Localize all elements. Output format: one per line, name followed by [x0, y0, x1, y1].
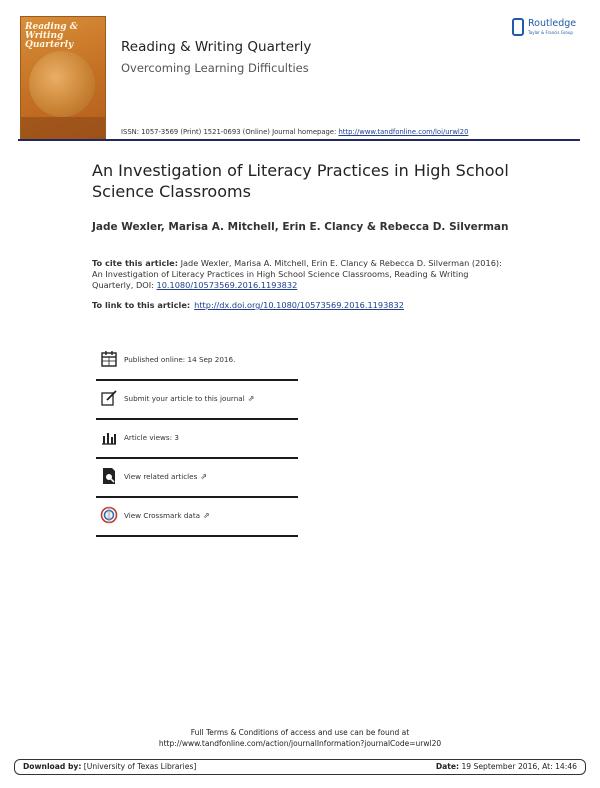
info-row-views [96, 420, 298, 459]
related-articles-link[interactable]: View related articles ⇗ [124, 472, 208, 481]
journal-homepage-link[interactable]: http://www.tandfonline.com/loi/urwl20 [338, 128, 469, 136]
cite-text: Jade Wexler, Marisa A. Mitchell, Erin E. Clancy & Rebecca D. Silverman (2016): An Investigation of Literacy Practices in High School Science Classrooms, Reading & Writing Quarterly, DOI: [92, 258, 502, 290]
external-link-icon: ⇗ [247, 394, 255, 403]
published-date: Published online: 14 Sep 2016. [124, 355, 236, 364]
external-link-icon: ⇗ [200, 472, 208, 481]
bar-chart-icon [100, 428, 118, 446]
publisher-name: Routledge [528, 18, 577, 29]
cite-doi-link[interactable]: 10.1080/10573569.2016.1193832 [156, 280, 298, 290]
terms-line-1: Full Terms & Conditions of access and use can be found at [190, 728, 410, 737]
link-label: To link to this article: [92, 300, 191, 310]
info-row-published [96, 342, 298, 381]
article-title: An Investigation of Literacy Practices in High School Science Classrooms [92, 161, 509, 201]
calendar-icon [100, 350, 118, 368]
download-date: Date: 19 September 2016, At: 14:46 [435, 762, 577, 771]
journal-subtitle: Overcoming Learning Difficulties [121, 61, 309, 75]
routledge-r-icon [512, 18, 524, 36]
info-row-submit[interactable] [96, 381, 298, 420]
article-authors: Jade Wexler, Marisa A. Mitchell, Erin E. Clancy & Rebecca D. Silverman [92, 221, 509, 233]
issn-line: ISSN: 1057-3569 (Print) 1521-0693 (Online) Journal homepage: http://www.tandfonline.com/loi/urwl20 [121, 128, 469, 136]
journal-title: Reading & Writing Quarterly [121, 39, 312, 55]
search-doc-icon [100, 467, 118, 485]
article-info-list [96, 342, 298, 537]
terms-notice [0, 727, 600, 749]
article-doi-url[interactable]: http://dx.doi.org/10.1080/10573569.2016.1193832 [194, 300, 404, 310]
publisher-tagline: Taylor & Francis Group [528, 30, 573, 35]
cover-title: Reading & Writing Quarterly [25, 22, 78, 50]
submit-article-link[interactable]: Submit your article to this journal ⇗ [124, 394, 255, 403]
article-views: Article views: 3 [124, 433, 179, 442]
download-info-bar [14, 759, 586, 775]
cover-strip [21, 117, 105, 139]
header-divider [18, 139, 580, 141]
citation-block [92, 258, 512, 291]
info-row-related[interactable] [96, 459, 298, 498]
external-link-icon: ⇗ [203, 511, 210, 520]
crossmark-icon [100, 506, 118, 524]
info-row-crossmark[interactable] [96, 498, 298, 537]
terms-url[interactable]: http://www.tandfonline.com/action/journalInformation?journalCode=urwl20 [158, 739, 442, 748]
cite-label: To cite this article: [92, 258, 178, 268]
downloaded-by: Download by: [University of Texas Libraries] [23, 762, 197, 771]
journal-cover [20, 16, 106, 140]
crossmark-link[interactable]: View Crossmark data ⇗ [124, 511, 210, 520]
link-to-article [92, 300, 404, 310]
edit-icon [100, 389, 118, 407]
cover-globe-graphic [29, 51, 95, 117]
